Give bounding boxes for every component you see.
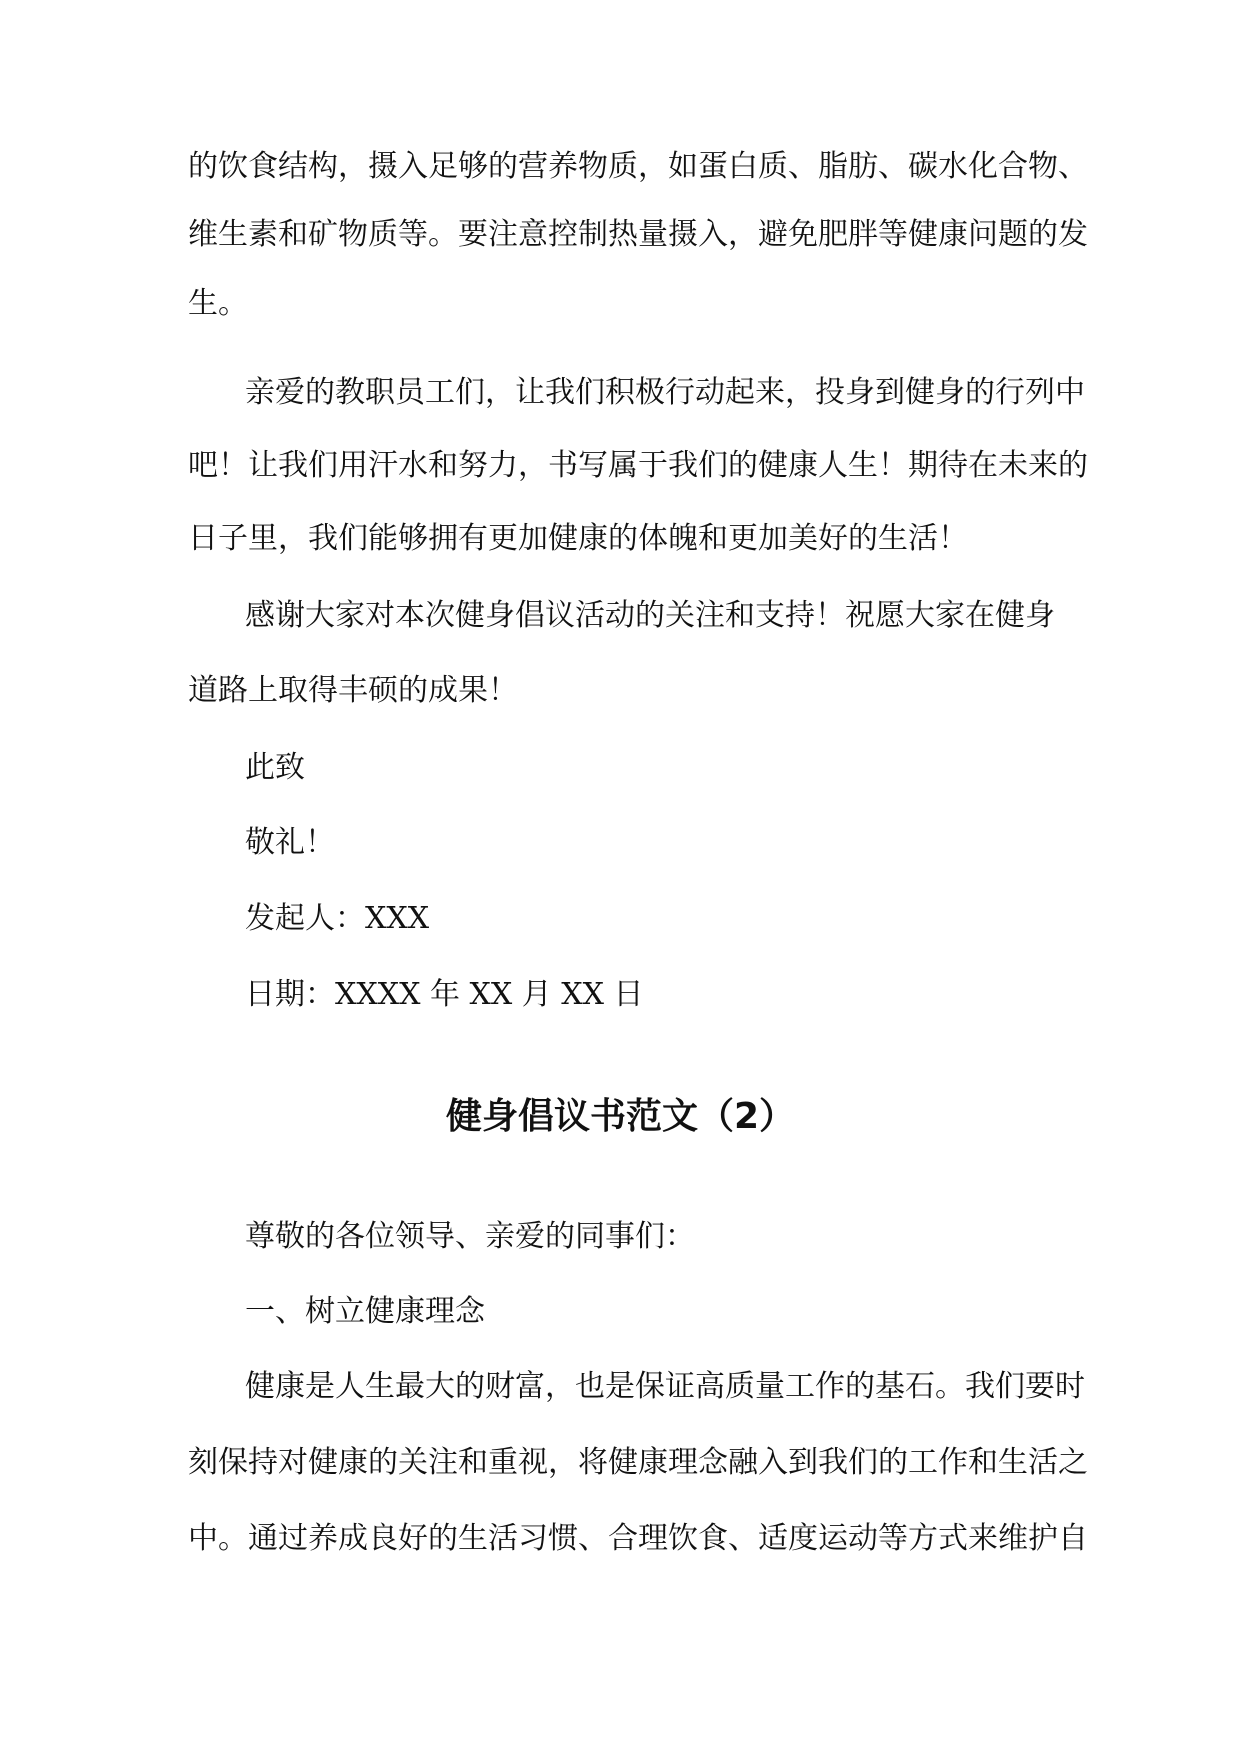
heading-1: 一、树立健康理念 [245,1294,485,1329]
salutation: 尊敬的各位领导、亲爱的同事们： [245,1219,695,1254]
paragraph-4-line-1: 健康是人生最大的财富，也是保证高质量工作的基石。我们要时 [245,1369,1085,1404]
paragraph-2-line-3: 日子里，我们能够拥有更加健康的体魄和更加美好的生活！ [188,521,968,556]
paragraph-2-line-1: 亲爱的教职员工们，让我们积极行动起来，投身到健身的行列中 [245,375,1085,410]
paragraph-2-line-2: 吧！让我们用汗水和努力，书写属于我们的健康人生！期待在未来的 [188,448,1088,483]
date-line: 日期：XXXX 年 XX 月 XX 日 [245,977,644,1012]
closing-line-1: 此致 [245,750,305,785]
paragraph-3-line-2: 道路上取得丰硕的成果！ [188,673,518,708]
paragraph-4-line-3: 中。通过养成良好的生活习惯、合理饮食、适度运动等方式来维护自 [188,1521,1088,1556]
paragraph-1-line-1: 的饮食结构，摄入足够的营养物质，如蛋白质、脂肪、碳水化合物、 [188,149,1088,184]
paragraph-1-line-3: 生。 [188,286,248,321]
paragraph-3-line-1: 感谢大家对本次健身倡议活动的关注和支持！祝愿大家在健身 [245,598,1055,633]
paragraph-4-line-2: 刻保持对健康的关注和重视，将健康理念融入到我们的工作和生活之 [188,1445,1088,1480]
paragraph-1-line-2: 维生素和矿物质等。要注意控制热量摄入，避免肥胖等健康问题的发 [188,217,1088,252]
section-title: 健身倡议书范文（2） [445,1096,796,1137]
sender-line: 发起人：XXX [245,901,430,936]
closing-line-2: 敬礼！ [245,825,335,860]
